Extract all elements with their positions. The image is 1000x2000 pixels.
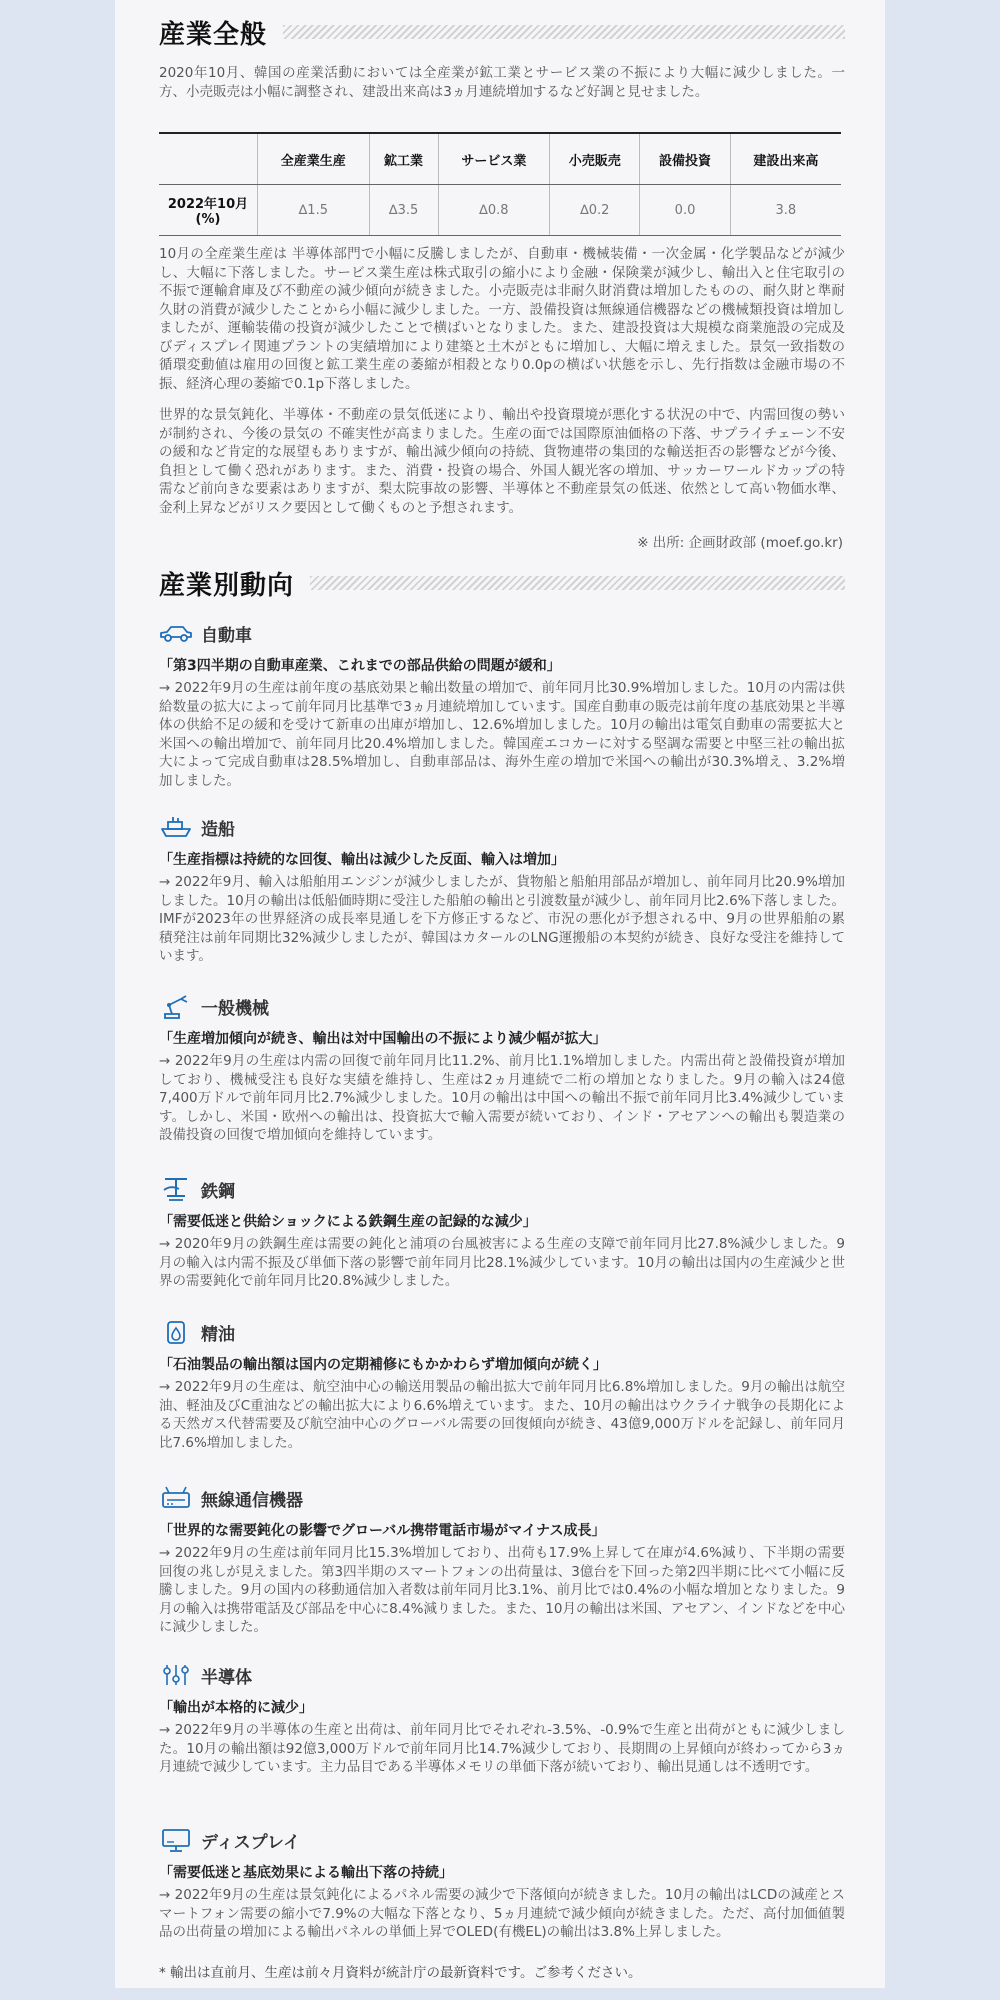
source-note: ※ 出所: 企画財政部 (moef.go.kr)	[637, 535, 843, 551]
industry-name: 精油	[201, 1324, 235, 1345]
industry-block-semiconductor	[159, 1661, 845, 1777]
industry-header	[159, 1175, 845, 1203]
industry-body: → 2022年9月の生産は内需の回復で前年同月比11.2%、前月比1.1%増加しました。内需出荷と設備投資が増加しており、機械受注も良好な実績を維持し、生産は2ヵ月連続で二桁の増加となりました。9月の輸入は24億7,400万ドルで前年同月比2.7%減少しました。10月の輸出は中国への輸出不振で前年同月比3.4%減少しています。しかし、米国・欧州への輸出は、投資拡大で輸入需要が続いており、インド・アセアンへの輸出も製造業の設備投資の回復で増加傾向を維持しています。	[159, 1053, 845, 1143]
title-stripe	[283, 25, 845, 39]
industry-headline: 「石油製品の輸出額は国内の定期補修にもかかわらず増加傾向が続く」	[159, 1357, 607, 1373]
table-header-cell	[159, 133, 258, 185]
industry-header	[159, 1318, 845, 1346]
table-cell: 0.0	[640, 185, 730, 236]
robot-arm-icon	[159, 993, 193, 1019]
industry-block-machinery	[159, 992, 845, 1145]
overview-intro: 2020年10月、韓国の産業活動においては全産業が鉱工業とサービス業の不振により大幅に減少しました。一方、小売販売は小幅に調整され、建設出来高は3ヵ月連続増加するなど好調と見せました。	[159, 65, 845, 100]
industry-body: → 2022年9月の半導体の生産と出荷は、前年同月比でそれぞれ-3.5%、-0.9%で生産と出荷がともに減少しました。10月の輸出額は92億3,000万ドルで前年同月比14.7%減少しており、長期間の上昇傾向が終わってから3ヵ月連続で減少しています。主力品目である半導体メモリの単価下落が続いており、輸出見通しは不透明です。	[159, 1722, 845, 1775]
router-icon	[159, 1485, 193, 1511]
industry-headline: 「需要低迷と基底効果による輸出下落の持続」	[159, 1865, 453, 1881]
industry-header	[159, 1826, 845, 1854]
industry-block-car	[159, 619, 845, 790]
table-row	[159, 185, 841, 236]
industry-body: → 2022年9月、輸入は船舶用エンジンが減少しましたが、貨物船と船舶用部品が増加し、前年同月比20.9%増加しました。10月の輸出は低船価時期に受注した船舶の輸出と引渡数量が減少し、前年同月比2.6%下落しました。IMFが2023年の世界経済の成長率見通しを下方修正するなど、市況の悪化が予想される中、9月の世界船舶の累積発注は前年同期比32%減少しましたが、韓国はカタールのLNG運搬船の本契約が続き、良好な受注を維持しています。	[159, 874, 845, 964]
industry-name: 自動車	[201, 625, 252, 646]
oil-drop-icon	[159, 1319, 193, 1345]
section-title: 産業別動向	[159, 570, 295, 601]
table-header-cell: サービス業	[438, 133, 550, 185]
industry-headline: 「世界的な需要鈍化の影響でグローバル携帯電話市場がマイナス成長」	[159, 1523, 606, 1539]
industry-name: 無線通信機器	[201, 1490, 303, 1511]
overview-paragraph-1: 10月の全産業生産は 半導体部門で小幅に反騰しましたが、自動車・機械装備・一次金属・化学製品などが減少し、大幅に下落しました。サービス業生産は株式取引の縮小により金融・保険業が減少し、輸出入と住宅取引の不振で運輸倉庫及び不動産の減少傾向が続きました。小売販売は非耐久財消費は増加したものの、耐久財と準耐久財の消費が減少したことから小幅に減少しました。一方、設備投資は無線通信機器などの機械類投資は増加しましたが、運輸装備の投資が減少したことで横ばいとなりました。また、建設投資は大規模な商業施設の完成及びディスプレイ関連プラントの実績増加により建築と土木がともに増加し、大幅に増えました。景気一致指数の循環変動値は雇用の回復と鉱工業生産の萎縮が相殺となり0.0pの横ばい状態を示し、先行指数は金融市場の不振、経済心理の萎縮で0.1p下落しました。	[159, 246, 845, 392]
industry-body: → 2022年9月の生産は前年同月比15.3%増加しており、出荷も17.9%上昇して在庫が4.6%減り、下半期の需要回復の兆しが見えました。第3四半期のスマートフォンの出荷量は、3億台を下回った第2四半期に比べて小幅に反騰しました。9月の国内の移動通信加入者数は前年同月比3.1%、前月比では0.4%の小幅な増加となりました。9月の輸入は携帯電話及び部品を中心に8.4%減りました。また、10月の輸出は米国、アセアン、インドなどを中心に減少しました。	[159, 1545, 845, 1635]
chip-icon	[159, 1662, 193, 1688]
table-cell: ∆3.5	[369, 185, 438, 236]
industry-header	[159, 813, 845, 841]
industry-block-steel	[159, 1175, 845, 1291]
table-header-cell: 全産業生産	[258, 133, 370, 185]
industry-body: → 2020年9月の鉄鋼生産は需要の鈍化と浦項の台風被害による生産の支障で前年同月比27.8%減少しました。9月の輸入は内需不振及び単価下落の影響で前年同月比28.1%減少しています。10月の輸出は国内の生産減少と世界の需要鈍化で前年同月比20.8%減少しました。	[159, 1236, 845, 1289]
indicator-table	[159, 132, 841, 236]
industry-header	[159, 1484, 845, 1512]
industry-name: 鉄鋼	[201, 1181, 235, 1202]
industry-body: → 2022年9月の生産は、航空油中心の輸送用製品の輸出拡大で前年同月比6.8%増加しました。9月の輸出は航空油、軽油及びC重油などの輸出拡大により6.6%増えています。また、10月の輸出はウクライナ戦争の長期化による天然ガス代替需要及び航空油中心のグローバル需要の回復傾向が続き、43億9,000万ドルを記録し、前年同月比7.6%増加しました。	[159, 1379, 845, 1451]
industry-name: ディスプレイ	[201, 1832, 301, 1853]
industry-headline: 「生産指標は持続的な回復、輸出は減少した反面、輸入は増加」	[159, 852, 565, 868]
industry-headline: 「生産増加傾向が続き、輸出は対中国輸出の不振により減少幅が拡大」	[159, 1031, 607, 1047]
industry-header	[159, 619, 845, 647]
section-header-industry	[159, 563, 845, 603]
industry-block-wireless	[159, 1484, 845, 1637]
table-cell: ∆1.5	[258, 185, 370, 236]
industry-body: → 2022年9月の生産は前年度の基底効果と輸出数量の増加で、前年同月比30.9%増加しました。10月の内需は供給数量の拡大によって前年同月比基準で3ヵ月連続増加しています。国産自動車の販売は前年度の基底効果と半導体の供給不足の緩和を受けて新車の出庫が増加し、12.6%増加しました。10月の輸出は電気自動車の需要拡大と米国への輸出増加で、前年同月比20.4%増加しました。韓国産エコカーに対する堅調な需要と中堅三社の輸出拡大によって完成自動車は28.5%増加し、自動車部品は、海外生産の増加で米国への輸出が30.3%増え、3.2%増加しました。	[159, 680, 845, 789]
industry-block-oil	[159, 1318, 845, 1452]
table-header-row	[159, 133, 841, 185]
industry-headline: 「需要低迷と供給ショックによる鉄鋼生産の記録的な減少」	[159, 1214, 537, 1230]
industry-headline: 「輸出が本格的に減少」	[159, 1700, 313, 1716]
table-header-cell: 建設出来高	[730, 133, 841, 185]
content-card	[115, 0, 885, 1988]
table-header-cell: 設備投資	[640, 133, 730, 185]
title-stripe	[310, 576, 845, 590]
table-header-cell: 鉱工業	[369, 133, 438, 185]
steel-beam-icon	[159, 1176, 193, 1202]
table-row-label: 2022年10月(%)	[159, 185, 258, 236]
footnote: * 輸出は直前月、生産は前々月資料が統計庁の最新資料です。ご参考ください。	[159, 1965, 642, 1981]
industry-header	[159, 1661, 845, 1689]
industry-block-display	[159, 1826, 845, 1942]
table-cell: ∆0.8	[438, 185, 550, 236]
section-title: 産業全般	[159, 19, 268, 50]
car-icon	[159, 620, 193, 646]
table-cell: ∆0.2	[550, 185, 640, 236]
industry-header	[159, 992, 845, 1020]
industry-headline: 「第3四半期の自動車産業、これまでの部品供給の問題が緩和」	[159, 658, 561, 674]
industry-name: 半導体	[201, 1667, 252, 1688]
monitor-icon	[159, 1827, 193, 1853]
industry-body: → 2022年9月の生産は景気鈍化によるパネル需要の減少で下落傾向が続きました。10月の輸出はLCDの減産とスマートフォン需要の縮小で7.9%の大幅な下落となり、5ヵ月連続で減少傾向が続きました。ただ、高付加価値製品の出荷量の増加による輸出パネルの単価上昇でOLED(有機EL)の輸出は3.8%上昇しました。	[159, 1887, 845, 1940]
overview-paragraph-2: 世界的な景気鈍化、半導体・不動産の景気低迷により、輸出や投資環境が悪化する状況の中で、内需回復の勢いが制約され、今後の景気の 不確実性が高まりました。生産の面では国際原油価格の下落、サプライチェーン不安の緩和など肯定的な展望もありますが、輸出減少傾向の持続、貨物連帯の集団的な輸送拒否の影響などが今後、負担として働く恐れがあります。また、消費・投資の場合、外国人観光客の増加、サッカーワールドカップの特需など前向きな要素はありますが、梨太院事故の影響、半導体と不動産景気の低迷、依然として高い物価水準、金利上昇などがリスク要因として働くものと予想されます。	[159, 407, 845, 516]
table-header-cell: 小売販売	[550, 133, 640, 185]
table-cell: 3.8	[730, 185, 841, 236]
ship-icon	[159, 814, 193, 840]
industry-name: 造船	[201, 819, 235, 840]
industry-name: 一般機械	[201, 998, 269, 1019]
section-header-overview	[159, 12, 845, 52]
industry-block-ship	[159, 813, 845, 966]
